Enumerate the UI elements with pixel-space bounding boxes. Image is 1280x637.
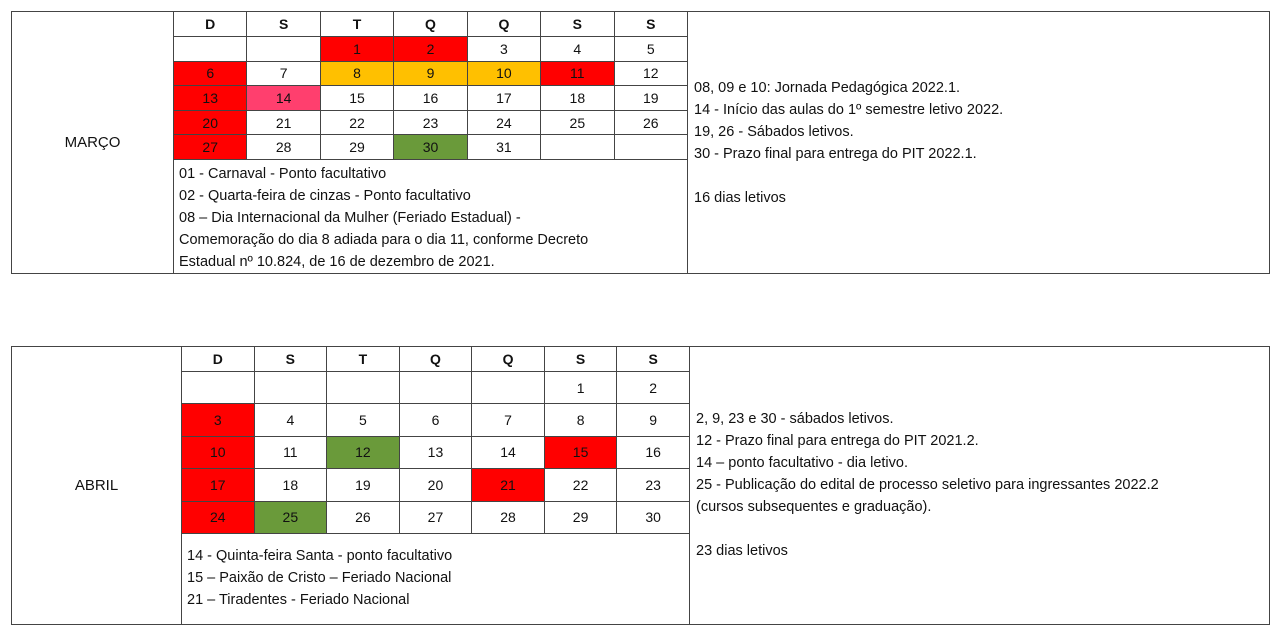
- day-cell: 20: [399, 469, 472, 501]
- calendar-grid: [181, 346, 690, 534]
- day-cell: 1: [544, 372, 617, 404]
- empty-day-cell: [254, 372, 327, 404]
- day-cell: 24: [182, 501, 255, 533]
- legend-line: 15 – Paixão de Cristo – Feriado Nacional: [187, 570, 452, 586]
- day-cell: 24: [467, 110, 540, 135]
- empty-day-cell: [327, 372, 400, 404]
- day-cell: 27: [174, 135, 247, 160]
- weekday-header: D: [182, 347, 255, 372]
- month-label: [12, 12, 174, 273]
- day-cell: 14: [472, 436, 545, 468]
- legend-line: 08 – Dia Internacional da Mulher (Feriado Estadual) -: [179, 210, 521, 226]
- weekday-header: T: [327, 347, 400, 372]
- day-cell: 13: [174, 86, 247, 111]
- note-line: 12 - Prazo final para entrega do PIT 2021.2.: [696, 433, 979, 449]
- week-row: [182, 501, 690, 533]
- weekday-header: S: [254, 347, 327, 372]
- month-label: [12, 347, 182, 624]
- holiday-legend: [179, 163, 684, 273]
- holiday-legend: [187, 545, 687, 611]
- day-cell: 22: [320, 110, 393, 135]
- day-cell: 18: [541, 86, 614, 111]
- day-cell: 15: [544, 436, 617, 468]
- note-line: 23 dias letivos: [696, 543, 788, 559]
- day-cell: 4: [254, 404, 327, 436]
- legend-line: Comemoração do dia 8 adiada para o dia 11, conforme Decreto: [179, 232, 589, 248]
- day-cell: 21: [247, 110, 320, 135]
- note-spacer: [696, 518, 1269, 540]
- note-line: 14 - Início das aulas do 1º semestre letivo 2022.: [694, 102, 1004, 118]
- day-cell: 25: [541, 110, 614, 135]
- day-cell: 31: [467, 135, 540, 160]
- day-cell: 29: [544, 501, 617, 533]
- weekday-header: Q: [394, 12, 467, 37]
- day-cell: 14: [247, 86, 320, 111]
- day-cell: 26: [614, 110, 687, 135]
- legend-line: 14 - Quinta-feira Santa - ponto facultativo: [187, 548, 453, 564]
- month-name: MARÇO: [64, 134, 121, 151]
- day-cell: 8: [320, 61, 393, 86]
- weekday-header-row: [174, 12, 688, 37]
- day-cell: 23: [394, 110, 467, 135]
- day-cell: 30: [394, 135, 467, 160]
- day-cell: 12: [614, 61, 687, 86]
- legend-line: 02 - Quarta-feira de cinzas - Ponto facultativo: [179, 188, 471, 204]
- day-cell: 10: [182, 436, 255, 468]
- weekday-header: S: [544, 347, 617, 372]
- week-row: [182, 372, 690, 404]
- day-cell: 10: [467, 61, 540, 86]
- month-block-marco: [11, 11, 1270, 274]
- day-cell: 13: [399, 436, 472, 468]
- calendar-grid: [173, 11, 688, 160]
- note-line: (cursos subsequentes e graduação).: [696, 499, 932, 515]
- day-cell: 22: [544, 469, 617, 501]
- note-line: 25 - Publicação do edital de processo seletivo para ingressantes 2022.2: [696, 477, 1159, 493]
- weekday-header: Q: [472, 347, 545, 372]
- day-cell: 9: [394, 61, 467, 86]
- month-notes: [687, 12, 1269, 273]
- week-row: [174, 110, 688, 135]
- weekday-header: T: [320, 12, 393, 37]
- weekday-header: S: [614, 12, 687, 37]
- week-row: [174, 61, 688, 86]
- month-notes: [689, 347, 1269, 624]
- weekday-header: S: [617, 347, 690, 372]
- weekday-header: Q: [399, 347, 472, 372]
- day-cell: 17: [182, 469, 255, 501]
- day-cell: 4: [541, 37, 614, 62]
- day-cell: 28: [472, 501, 545, 533]
- day-cell: 12: [327, 436, 400, 468]
- day-cell: 2: [394, 37, 467, 62]
- legend-line: 21 – Tiradentes - Feriado Nacional: [187, 592, 410, 608]
- day-cell: 15: [320, 86, 393, 111]
- day-cell: 7: [247, 61, 320, 86]
- day-cell: 19: [327, 469, 400, 501]
- day-cell: 5: [327, 404, 400, 436]
- day-cell: 11: [254, 436, 327, 468]
- day-cell: 11: [541, 61, 614, 86]
- day-cell: 5: [614, 37, 687, 62]
- week-row: [174, 135, 688, 160]
- week-row: [174, 37, 688, 62]
- day-cell: 25: [254, 501, 327, 533]
- day-cell: 9: [617, 404, 690, 436]
- day-cell: 30: [617, 501, 690, 533]
- day-cell: 28: [247, 135, 320, 160]
- note-line: 30 - Prazo final para entrega do PIT 2022.1.: [694, 146, 977, 162]
- week-row: [174, 86, 688, 111]
- day-cell: 27: [399, 501, 472, 533]
- day-cell: 23: [617, 469, 690, 501]
- day-cell: 8: [544, 404, 617, 436]
- day-cell: 20: [174, 110, 247, 135]
- weekday-header: Q: [467, 12, 540, 37]
- day-cell: 18: [254, 469, 327, 501]
- day-cell: 6: [174, 61, 247, 86]
- week-row: [182, 436, 690, 468]
- day-cell: 29: [320, 135, 393, 160]
- day-cell: 26: [327, 501, 400, 533]
- note-line: 14 – ponto facultativo - dia letivo.: [696, 455, 908, 471]
- day-cell: 16: [394, 86, 467, 111]
- weekday-header: S: [247, 12, 320, 37]
- note-line: 19, 26 - Sábados letivos.: [694, 124, 854, 140]
- day-cell: 21: [472, 469, 545, 501]
- empty-day-cell: [541, 135, 614, 160]
- note-spacer: [694, 165, 1269, 187]
- legend-line: Estadual nº 10.824, de 16 de dezembro de 2021.: [179, 254, 495, 270]
- day-cell: 1: [320, 37, 393, 62]
- day-cell: 6: [399, 404, 472, 436]
- month-block-abril: [11, 346, 1270, 625]
- empty-day-cell: [174, 37, 247, 62]
- day-cell: 3: [182, 404, 255, 436]
- weekday-header: D: [174, 12, 247, 37]
- day-cell: 17: [467, 86, 540, 111]
- day-cell: 2: [617, 372, 690, 404]
- note-line: 2, 9, 23 e 30 - sábados letivos.: [696, 411, 894, 427]
- empty-day-cell: [247, 37, 320, 62]
- empty-day-cell: [182, 372, 255, 404]
- week-row: [182, 469, 690, 501]
- note-line: 16 dias letivos: [694, 190, 786, 206]
- day-cell: 3: [467, 37, 540, 62]
- weekday-header: S: [541, 12, 614, 37]
- empty-day-cell: [614, 135, 687, 160]
- month-name: ABRIL: [74, 477, 119, 494]
- legend-line: 01 - Carnaval - Ponto facultativo: [179, 166, 387, 182]
- note-line: 08, 09 e 10: Jornada Pedagógica 2022.1.: [694, 80, 961, 96]
- empty-day-cell: [472, 372, 545, 404]
- day-cell: 16: [617, 436, 690, 468]
- weekday-header-row: [182, 347, 690, 372]
- week-row: [182, 404, 690, 436]
- empty-day-cell: [399, 372, 472, 404]
- day-cell: 7: [472, 404, 545, 436]
- day-cell: 19: [614, 86, 687, 111]
